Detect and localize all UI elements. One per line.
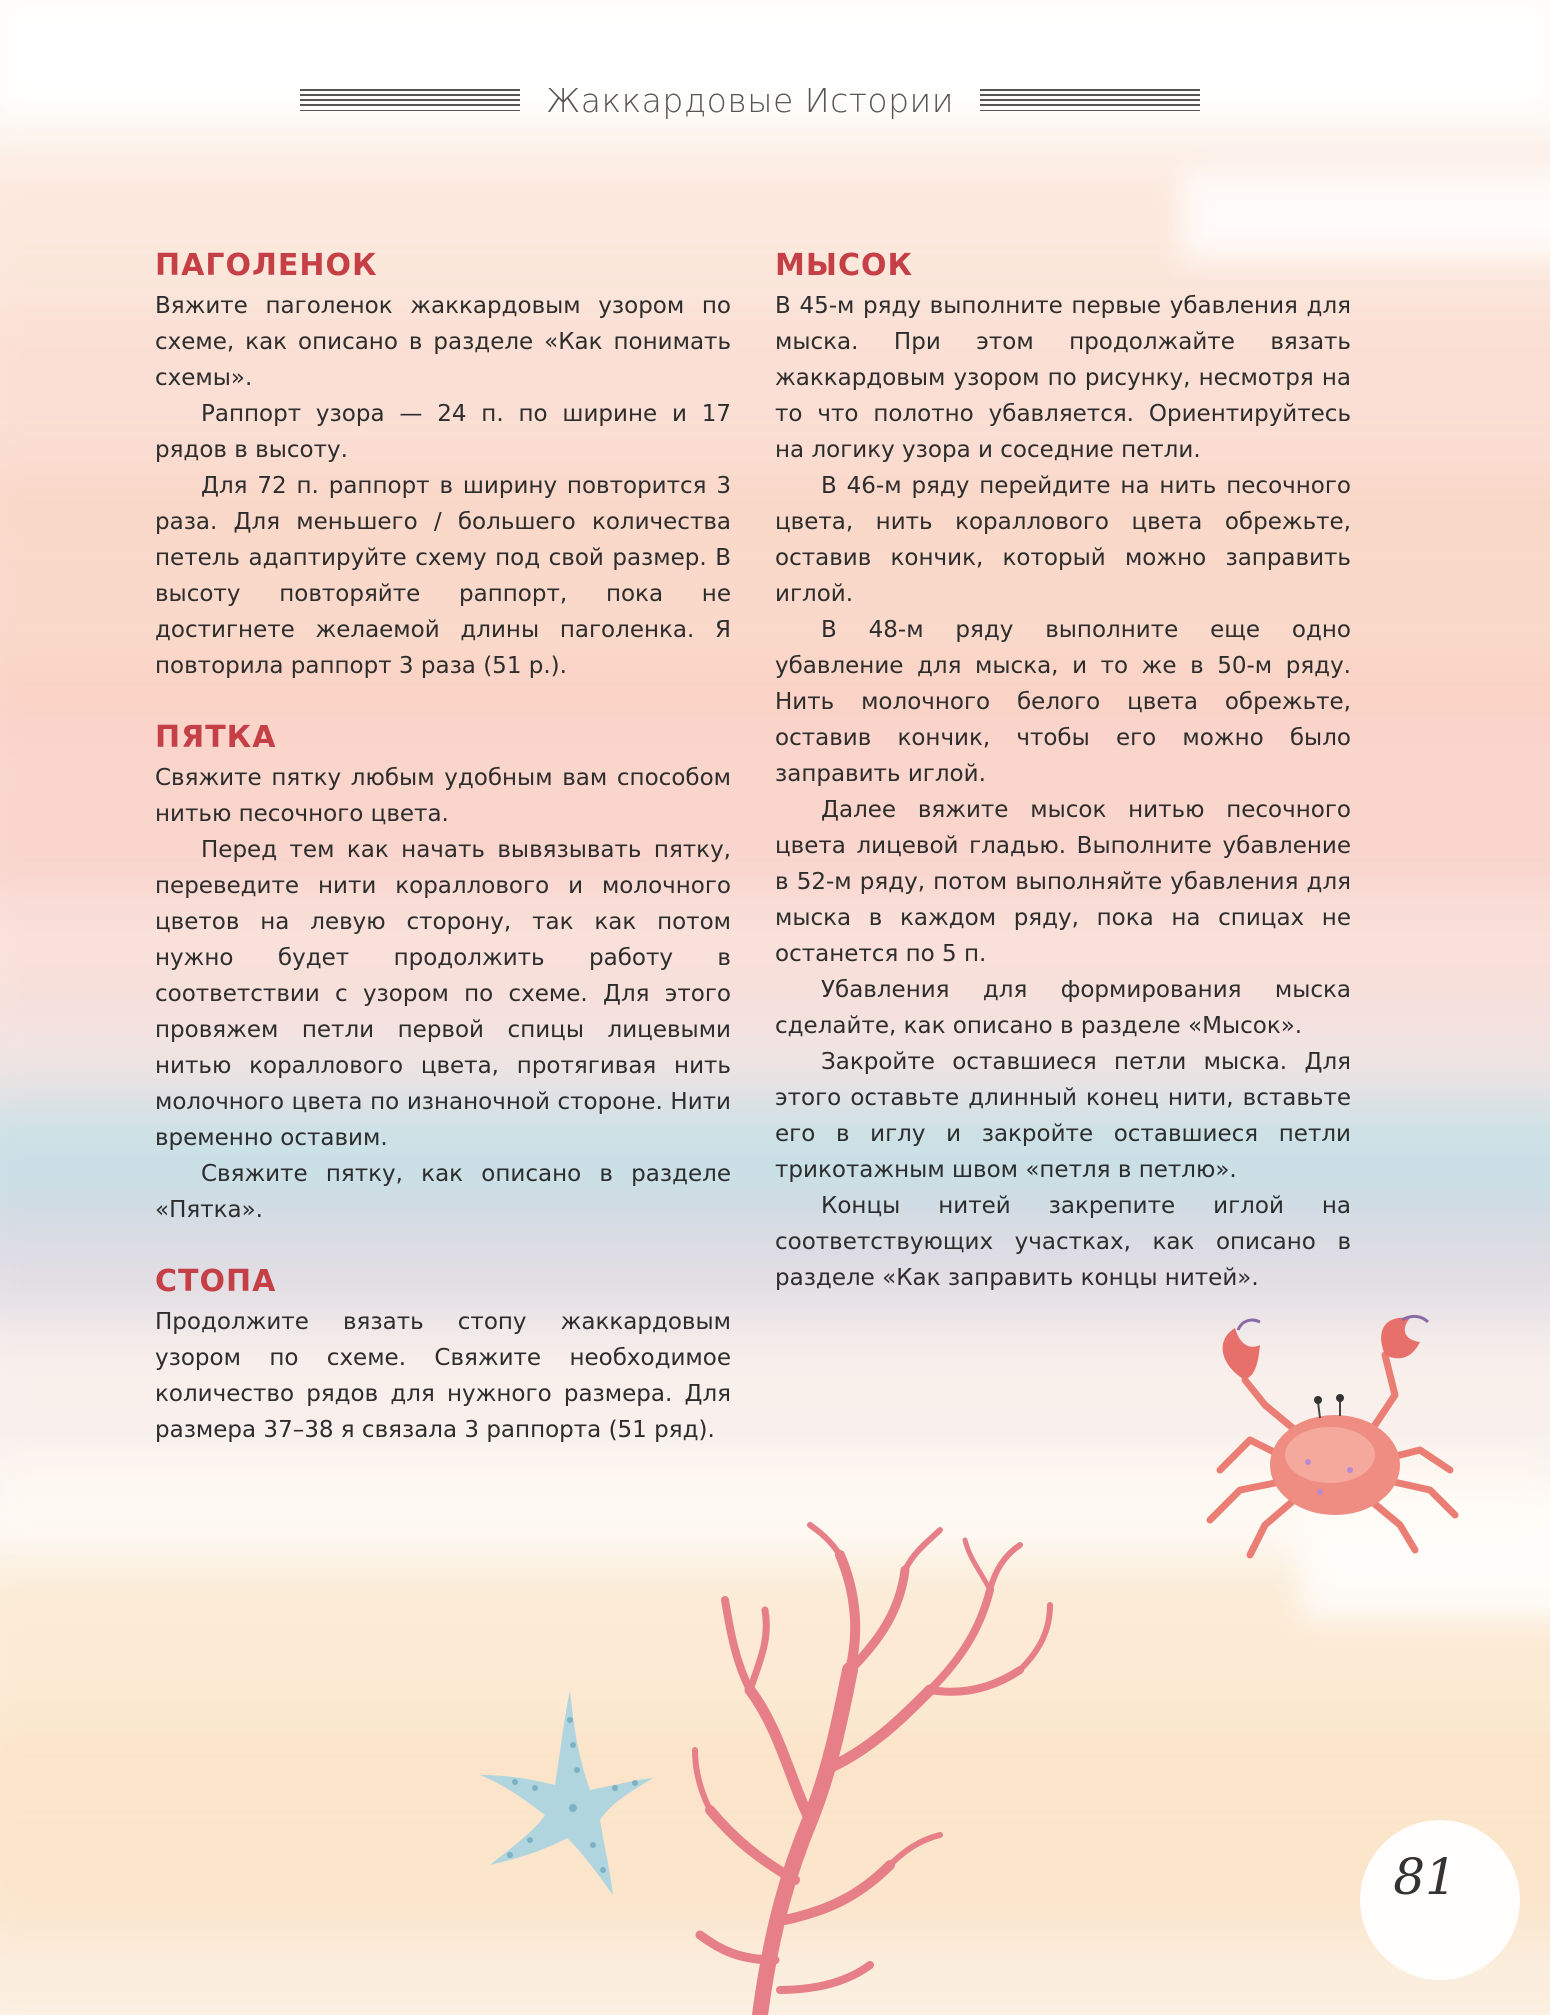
page-number: 81 (1393, 1848, 1457, 1906)
header-rule-left (300, 89, 520, 111)
paragraph: Далее вяжите мысок нитью песочного цвета лицевой гладью. Выполните убавление в 52-м ряду, потом выполняйте убавления для мыска в каждом ряду, пока на спицах не останется по 5 п. (775, 797, 1351, 967)
paragraph: Вяжите паголенок жаккардовым узором по схеме, как описано в разделе «Как понимать схемы». (155, 293, 731, 391)
right-column (775, 246, 1351, 1330)
running-title: Жаккардовые Истории (545, 80, 955, 120)
paragraph: Для 72 п. раппорт в ширину повторится 3 раза. Для меньшего / большего количества петель адаптируйте схему под свой размер. В высоту повторяйте раппорт, пока не достигнете желаемой длины паголенка. Я повторила раппорт 3 раза (51 р.). (155, 473, 731, 679)
section-heading: ПАГОЛЕНОК (155, 248, 378, 283)
running-header (300, 70, 1200, 130)
section-heading: ПЯТКА (155, 720, 277, 755)
paragraph: Концы нитей закрепите иглой на соответствующих участках, как описано в разделе «Как заправить концы нитей». (775, 1193, 1351, 1291)
section-heading: МЫСОК (775, 248, 913, 283)
section-pyatka (155, 718, 731, 1228)
section-pagolenok (155, 246, 731, 684)
paragraph: Закройте оставшиеся петли мыска. Для этого оставьте длинный конец нити, вставьте его в иглу и закройте оставшиеся петли трикотажным швом «петля в петлю». (775, 1049, 1351, 1183)
paragraph: Раппорт узора — 24 п. по ширине и 17 рядов в высоту. (155, 401, 731, 463)
paragraph: Продолжите вязать стопу жаккардовым узором по схеме. Свяжите необходимое количество рядов для нужного размера. Для размера 37–38 я связала 3 раппорта (51 ряд). (155, 1309, 731, 1443)
paragraph: В 46-м ряду перейдите на нить песочного цвета, нить кораллового цвета обрежьте, оставив кончик, который можно заправить иглой. (775, 473, 1351, 607)
section-heading: СТОПА (155, 1264, 277, 1299)
crab-illustration (1180, 1310, 1480, 1570)
paragraph: Убавления для формирования мыска сделайте, как описано в разделе «Мысок». (775, 977, 1351, 1039)
coral-branch-illustration (690, 1520, 1150, 2015)
paragraph: В 45-м ряду выполните первые убавления для мыска. При этом продолжайте вязать жаккардовым узором по рисунку, несмотря на то что полотно убавляется. Ориентируйтесь на логику узора и соседние петли. (775, 293, 1351, 463)
section-mysok (775, 246, 1351, 1296)
section-stopa (155, 1262, 731, 1448)
starfish-illustration (475, 1680, 655, 1900)
paragraph: В 48-м ряду выполните еще одно убавление для мыска, и то же в 50-м ряду. Нить молочного белого цвета обрежьте, оставив кончик, чтобы его можно было заправить иглой. (775, 617, 1351, 787)
left-column (155, 246, 731, 1482)
paragraph: Свяжите пятку, как описано в разделе «Пятка». (155, 1161, 731, 1223)
paragraph: Перед тем как начать вывязывать пятку, переведите нити кораллового и молочного цветов на левую сторону, так как потом нужно будет продолжить работу в соответствии с узором по схеме. Для этого провяжем петли первой спицы лицевыми нитью кораллового цвета, протягивая нить молочного цвета по изнаночной стороне. Нити временно оставим. (155, 837, 731, 1151)
header-rule-right (980, 89, 1200, 111)
paragraph: Свяжите пятку любым удобным вам способом нитью песочного цвета. (155, 765, 731, 827)
